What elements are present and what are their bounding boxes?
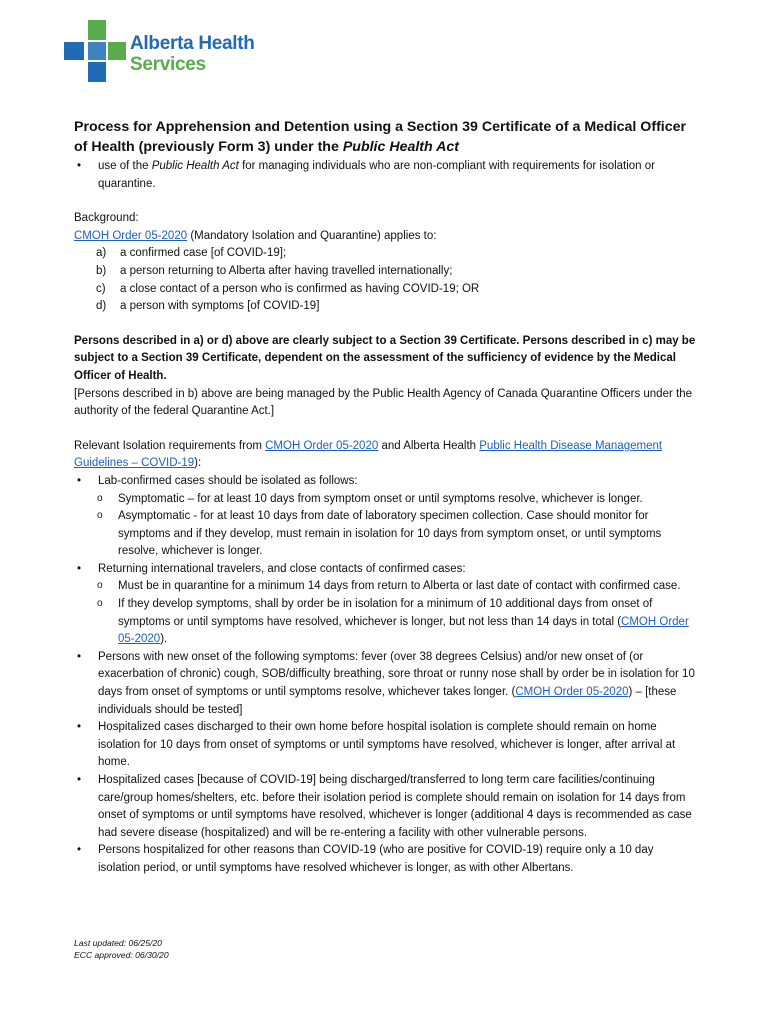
persons-paragraph: Persons described in a) or d) above are clearly subject to a Section 39 Certificate. Persons described in c) may be subject to a Section 39 Certificate, dependent on the assessment of the sufficiency of evidence by the Medical Officer of Health. xyxy=(74,334,696,382)
title-act-name: Public Health Act xyxy=(342,139,459,155)
list-item: b) a person returning to Alberta after having travelled internationally; xyxy=(96,264,453,277)
cmoh-order-link[interactable]: CMOH Order 05-2020 xyxy=(515,686,629,699)
applies-list xyxy=(74,245,696,315)
relevant-requirements-intro: Relevant Isolation requirements from CMOH Order 05-2020 and Alberta Health Public Health Disease Management Guidelines – COVID-19): xyxy=(74,439,663,470)
persons-bracket-note: [Persons described in b) above are being managed by the Public Health Agency of Canada Quarantine Officers under the authority of the federal Quarantine Act.] xyxy=(74,387,692,418)
document-body xyxy=(74,117,696,878)
document-footer xyxy=(74,937,169,961)
ahs-cross-logo-icon xyxy=(64,20,126,82)
list-item: • Hospitalized cases [because of COVID-19] being discharged/transferred to long term care facilities/continuing care/group homes/shelters, etc. before their isolation period is complete should remain on isolation for 14 days from onset of symptoms or until symptoms have resolved, whichever is longer (additional 4 days is recommended as case had severe disease (hospitalized) and will be re-entering a facility with other vulnerable persons. xyxy=(74,772,696,842)
list-item: a) a confirmed case [of COVID-19]; xyxy=(96,247,287,260)
ahs-logo xyxy=(64,20,264,80)
list-item: o Must be in quarantine for a minimum 14 days from return to Alberta or last date of contact with confirmed case. xyxy=(94,578,696,596)
background-applies: CMOH Order 05-2020 (Mandatory Isolation and Quarantine) applies to: xyxy=(74,229,437,242)
list-item: • Lab-confirmed cases should be isolated as follows: o Symptomatic – for at least 10 days from symptom onset or until symptoms resolve, whichever is longer. o Asymptomatic - for at least 10 days from date of laboratory specimen collection. Case should monitor for symptoms and if they develop, must remain in isolation for 10 days from symptom onset, or until symptoms resolve, whichever is longer. xyxy=(74,473,696,561)
list-item: • Returning international travelers, and close contacts of confirmed cases: o Must be in quarantine for a minimum 14 days from return to Alberta or last date of contact with confirmed case. o If they develop symptoms, shall by order be in isolation for a minimum of 10 additional days from onset of symptoms or until symptoms have resolved, whichever is longer, but not less than 14 days in total (CMOH Order 05-2020). xyxy=(74,561,696,649)
guidelines-link[interactable]: Public Health Disease Management Guidelines – COVID-19 xyxy=(74,439,663,470)
sub-list xyxy=(74,491,696,561)
logo-text-line2: Services xyxy=(130,54,206,75)
logo-text-line1: Alberta Health xyxy=(130,33,255,54)
sub-list xyxy=(74,578,696,648)
background-heading: Background: xyxy=(74,212,139,225)
list-item: d) a person with symptoms [of COVID-19] xyxy=(96,300,320,313)
cmoh-order-link[interactable]: CMOH Order 05-2020 xyxy=(265,439,379,452)
requirements-list xyxy=(74,473,696,878)
ecc-approved: ECC approved: 06/30/20 xyxy=(74,950,169,960)
cmoh-order-link[interactable]: CMOH Order 05-2020 xyxy=(118,615,689,646)
intro-list xyxy=(74,158,696,193)
last-updated: Last updated: 06/25/20 xyxy=(74,938,162,948)
document-title: Process for Apprehension and Detention using a Section 39 Certificate of a Medical Officer of Health (previously Form 3) under the Public Health Act xyxy=(74,119,687,155)
list-item: • Persons with new onset of the following symptoms: fever (over 38 degrees Celsius) and/or new onset of (or exacerbation of chronic) cough, SOB/difficulty breathing, sore throat or runny nose shall by order be in isolation for 10 days from onset of symptoms or until symptoms resolve, whichever takes longer. (CMOH Order 05-2020) – [these individuals should be tested] xyxy=(74,649,696,719)
list-item: o If they develop symptoms, shall by order be in isolation for a minimum of 10 additional days from onset of symptoms or until symptoms have resolved, whichever is longer, but not less than 14 days in total (CMOH Order 05-2020). xyxy=(94,596,696,649)
list-item: o Symptomatic – for at least 10 days from symptom onset or until symptoms resolve, whichever is longer. xyxy=(94,491,696,509)
list-item: • Hospitalized cases discharged to their own home before hospital isolation is complete should remain on home isolation for 10 days from onset of symptoms or until symptoms have resolved, whichever is longer, after arrival at home. xyxy=(74,719,696,772)
intro-bullet: • use of the Public Health Act for managing individuals who are non-compliant with requirements for isolation or quarantine. xyxy=(74,158,696,193)
list-item: o Asymptomatic - for at least 10 days from date of laboratory specimen collection. Case should monitor for symptoms and if they develop, must remain in isolation for 10 days from symptom onset, or until symptoms resolve, whichever is longer. xyxy=(94,508,696,561)
list-item: c) a close contact of a person who is confirmed as having COVID-19; OR xyxy=(96,282,480,295)
cmoh-order-link[interactable]: CMOH Order 05-2020 xyxy=(74,229,188,242)
list-item: • Persons hospitalized for other reasons than COVID-19 (who are positive for COVID-19) require only a 10 day isolation period, or until symptoms have resolved whichever is longer, as with other Albertans. xyxy=(74,842,696,877)
